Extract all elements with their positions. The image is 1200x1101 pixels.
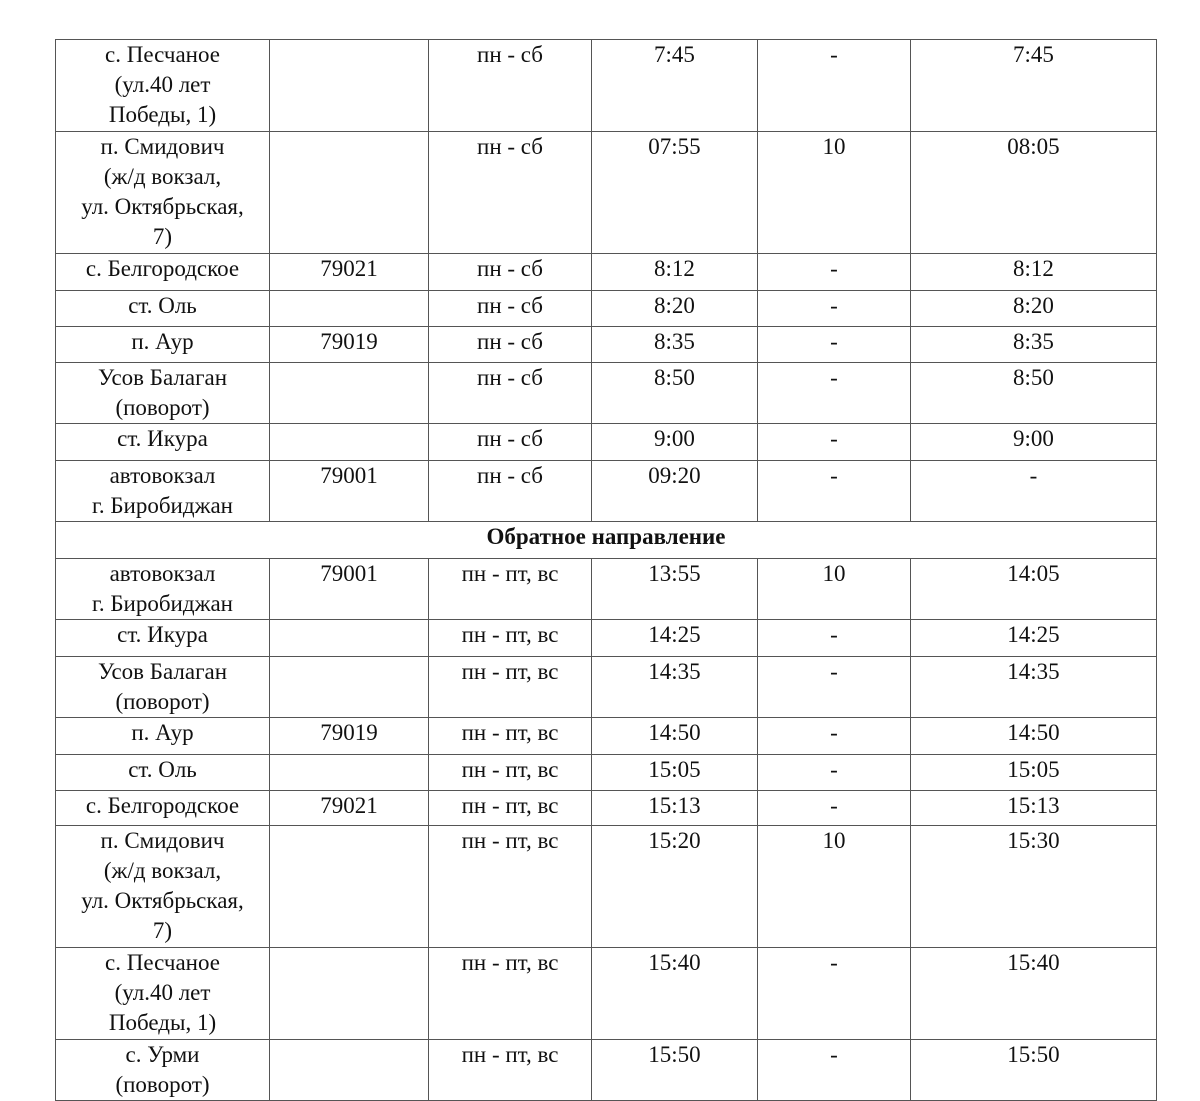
table-row: [56, 791, 1157, 826]
stop-name-line: (ж/д вокзал,: [103, 858, 222, 883]
stop-duration: -: [758, 40, 911, 132]
stop-name-line: ст. Икура: [117, 426, 208, 451]
service-days: пн - сб: [429, 461, 592, 522]
section-row: [56, 522, 1157, 559]
arrival-time: 9:00: [592, 424, 758, 461]
service-days: пн - пт, вс: [429, 718, 592, 755]
stop-name-line: п. Смидович: [100, 828, 225, 853]
stop-name-line: п. Аур: [131, 720, 194, 745]
arrival-time: 8:50: [592, 363, 758, 424]
stop-code: 79001: [270, 461, 429, 522]
stop-name-line: (ул.40 лет: [114, 72, 211, 97]
stop-code: [270, 826, 429, 948]
stop-duration: -: [758, 620, 911, 657]
departure-time: 15:40: [911, 948, 1157, 1040]
departure-time: 15:30: [911, 826, 1157, 948]
stop-name: [56, 791, 270, 826]
stop-duration: -: [758, 254, 911, 291]
service-days: пн - сб: [429, 424, 592, 461]
departure-time: 14:35: [911, 657, 1157, 718]
service-days: пн - пт, вс: [429, 948, 592, 1040]
stop-name-line: с. Белгородское: [85, 793, 240, 818]
table-row: [56, 620, 1157, 657]
stop-name: [56, 461, 270, 522]
stop-code: [270, 132, 429, 254]
table-row: [56, 132, 1157, 254]
stop-code: [270, 363, 429, 424]
table-row: [56, 755, 1157, 791]
stop-name: [56, 254, 270, 291]
stop-duration: 10: [758, 559, 911, 620]
arrival-time: 14:25: [592, 620, 758, 657]
stop-name-line: ул. Октябрьская,: [81, 888, 244, 913]
stop-duration: -: [758, 755, 911, 791]
stop-name: [56, 291, 270, 327]
stop-name-line: п. Аур: [131, 329, 194, 354]
stop-name-line: ст. Оль: [128, 757, 197, 782]
departure-time: 15:13: [911, 791, 1157, 826]
service-days: пн - сб: [429, 327, 592, 363]
stop-duration: -: [758, 791, 911, 826]
stop-code: 79021: [270, 254, 429, 291]
stop-duration: -: [758, 1040, 911, 1101]
table-row: [56, 718, 1157, 755]
service-days: пн - пт, вс: [429, 755, 592, 791]
departure-time: 15:50: [911, 1040, 1157, 1101]
service-days: пн - сб: [429, 254, 592, 291]
stop-code: 79021: [270, 791, 429, 826]
arrival-time: 15:20: [592, 826, 758, 948]
stop-code: [270, 291, 429, 327]
stop-code: [270, 948, 429, 1040]
stop-name-line: (ул.40 лет: [114, 980, 211, 1005]
stop-name-line: с. Урми: [125, 1042, 200, 1067]
stop-name-line: ул. Октябрьская,: [81, 194, 244, 219]
stop-duration: -: [758, 948, 911, 1040]
stop-name: [56, 559, 270, 620]
table-row: [56, 1040, 1157, 1101]
stop-name: [56, 620, 270, 657]
stop-name: [56, 132, 270, 254]
stop-name-line: г. Биробиджан: [92, 591, 233, 616]
stop-duration: -: [758, 424, 911, 461]
arrival-time: 13:55: [592, 559, 758, 620]
service-days: пн - сб: [429, 363, 592, 424]
stop-name: [56, 327, 270, 363]
arrival-time: 8:35: [592, 327, 758, 363]
stop-name: [56, 718, 270, 755]
stop-name-line: Победы, 1): [108, 102, 217, 127]
stop-name-line: ст. Икура: [117, 622, 208, 647]
arrival-time: 8:12: [592, 254, 758, 291]
stop-name-line: ст. Оль: [128, 293, 197, 318]
service-days: пн - сб: [429, 40, 592, 132]
stop-name-line: с. Песчаное: [105, 42, 220, 67]
table-row: [56, 291, 1157, 327]
table-row: [56, 657, 1157, 718]
stop-name-line: (поворот): [115, 689, 210, 714]
table-row: [56, 363, 1157, 424]
stop-code: [270, 424, 429, 461]
stop-code: 79019: [270, 327, 429, 363]
stop-name-line: (ж/д вокзал,: [103, 164, 222, 189]
arrival-time: 14:50: [592, 718, 758, 755]
stop-name-line: г. Биробиджан: [92, 493, 233, 518]
arrival-time: 07:55: [592, 132, 758, 254]
stop-name-line: Усов Балаган: [97, 659, 228, 684]
stop-name: [56, 424, 270, 461]
departure-time: 8:12: [911, 254, 1157, 291]
stop-code: [270, 40, 429, 132]
departure-time: 08:05: [911, 132, 1157, 254]
table-row: [56, 559, 1157, 620]
table-row: [56, 40, 1157, 132]
table-row: [56, 424, 1157, 461]
arrival-time: 14:35: [592, 657, 758, 718]
stop-code: [270, 620, 429, 657]
departure-time: 8:35: [911, 327, 1157, 363]
departure-time: 14:50: [911, 718, 1157, 755]
table-row: [56, 327, 1157, 363]
arrival-time: 7:45: [592, 40, 758, 132]
departure-time: -: [911, 461, 1157, 522]
stop-name-line: 7): [152, 918, 173, 943]
arrival-time: 09:20: [592, 461, 758, 522]
stop-name: [56, 1040, 270, 1101]
stop-name-line: с. Песчаное: [105, 950, 220, 975]
stop-code: 79019: [270, 718, 429, 755]
stop-duration: -: [758, 327, 911, 363]
service-days: пн - пт, вс: [429, 1040, 592, 1101]
arrival-time: 15:40: [592, 948, 758, 1040]
stop-duration: -: [758, 291, 911, 327]
stop-duration: 10: [758, 826, 911, 948]
arrival-time: 8:20: [592, 291, 758, 327]
service-days: пн - пт, вс: [429, 826, 592, 948]
departure-time: 7:45: [911, 40, 1157, 132]
stop-code: [270, 1040, 429, 1101]
stop-name-line: Победы, 1): [108, 1010, 217, 1035]
service-days: пн - пт, вс: [429, 657, 592, 718]
stop-duration: -: [758, 363, 911, 424]
stop-name-line: (поворот): [115, 1072, 210, 1097]
stop-name-line: автовокзал: [109, 463, 216, 488]
section-title: Обратное направление: [56, 522, 1157, 559]
departure-time: 8:20: [911, 291, 1157, 327]
service-days: пн - пт, вс: [429, 791, 592, 826]
arrival-time: 15:05: [592, 755, 758, 791]
stop-name: [56, 40, 270, 132]
service-days: пн - сб: [429, 132, 592, 254]
stop-name-line: (поворот): [115, 395, 210, 420]
stop-code: [270, 755, 429, 791]
stop-name: [56, 657, 270, 718]
schedule-table: [55, 39, 1157, 1101]
departure-time: 15:05: [911, 755, 1157, 791]
table-row: [56, 254, 1157, 291]
service-days: пн - пт, вс: [429, 559, 592, 620]
stop-name: [56, 826, 270, 948]
table-row: [56, 826, 1157, 948]
departure-time: 14:25: [911, 620, 1157, 657]
stop-name-line: 7): [152, 224, 173, 249]
service-days: пн - сб: [429, 291, 592, 327]
stop-name: [56, 948, 270, 1040]
stop-code: [270, 657, 429, 718]
arrival-time: 15:13: [592, 791, 758, 826]
stop-name-line: Усов Балаган: [97, 365, 228, 390]
service-days: пн - пт, вс: [429, 620, 592, 657]
stop-duration: -: [758, 461, 911, 522]
stop-name: [56, 755, 270, 791]
stop-name: [56, 363, 270, 424]
stop-duration: -: [758, 657, 911, 718]
arrival-time: 15:50: [592, 1040, 758, 1101]
departure-time: 9:00: [911, 424, 1157, 461]
table-row: [56, 948, 1157, 1040]
stop-name-line: с. Белгородское: [85, 256, 240, 281]
departure-time: 14:05: [911, 559, 1157, 620]
departure-time: 8:50: [911, 363, 1157, 424]
stop-name-line: автовокзал: [109, 561, 216, 586]
stop-duration: 10: [758, 132, 911, 254]
stop-name-line: п. Смидович: [100, 134, 225, 159]
stop-code: 79001: [270, 559, 429, 620]
stop-duration: -: [758, 718, 911, 755]
table-row: [56, 461, 1157, 522]
